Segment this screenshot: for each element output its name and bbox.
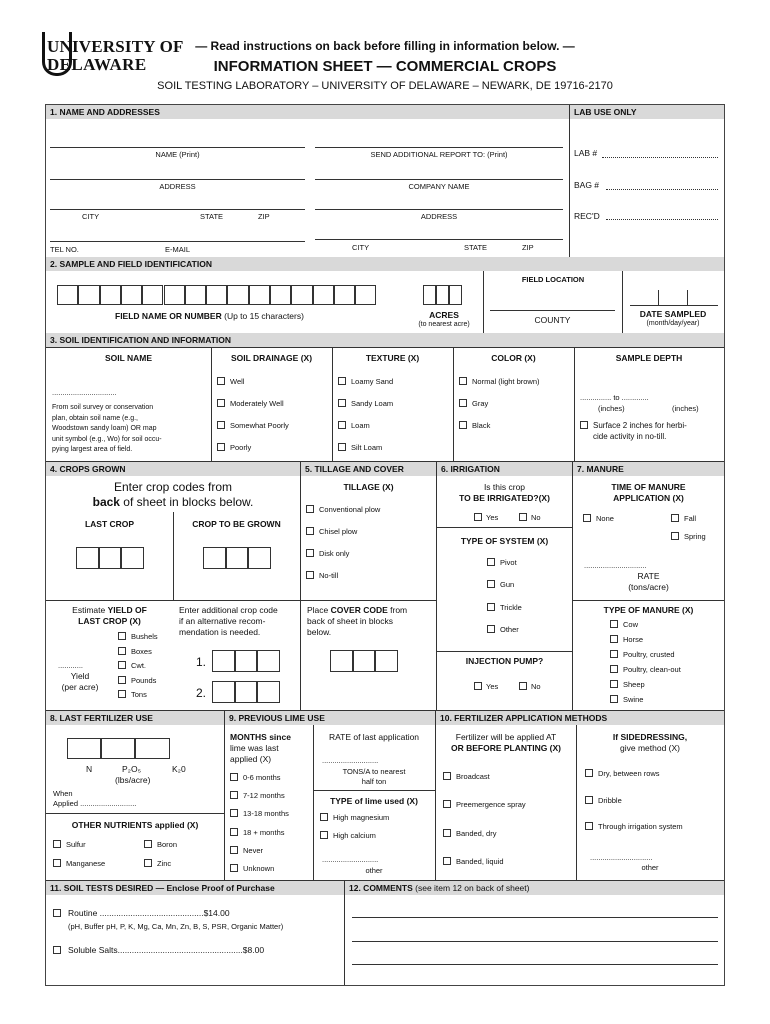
soil-help-text: From soil survey or conservation plan, obtain soil name (e.g., Woodstown sandy loam) OR map unit symbol (e.g., Wo) for soil occu- pying largest area of field. <box>52 404 162 453</box>
boron-checkbox[interactable] <box>144 840 152 848</box>
months-option-checkbox[interactable] <box>230 828 238 836</box>
when-label: When <box>53 789 73 798</box>
when-applied-field[interactable]: Applied ........................... <box>53 799 137 808</box>
field-name-box[interactable] <box>78 285 99 305</box>
tillage-option-label: Chisel plow <box>319 527 358 536</box>
texture-option-label: Sandy Loam <box>351 399 394 408</box>
recd-field[interactable] <box>606 219 718 220</box>
fert-at-option-checkbox[interactable] <box>443 772 451 780</box>
acres-hint: (to nearest acre) <box>418 321 470 328</box>
drainage-option-label: Moderately Well <box>230 399 284 408</box>
field-name-label: FIELD NAME OR NUMBER <box>115 311 222 321</box>
send-report-label: SEND ADDITIONAL REPORT TO: (Print) <box>370 150 508 159</box>
texture-option-label: Loam <box>351 421 370 430</box>
sample-depth-field[interactable]: ............... to ............. <box>580 393 649 402</box>
manure-type-checkbox[interactable] <box>610 650 618 658</box>
soluble-salts-label: Soluble Salts.....................................................$8.00 <box>68 945 265 955</box>
n-box[interactable] <box>67 738 101 759</box>
alt-crop-2-box[interactable] <box>212 681 235 703</box>
soil-drainage-label: SOIL DRAINAGE (X) <box>230 353 313 363</box>
lbs-acre-label: (lbs/acre) <box>115 775 151 785</box>
manure-type-checkbox[interactable] <box>610 620 618 628</box>
sidedress-option-checkbox[interactable] <box>585 796 593 804</box>
soil-name-field[interactable]: ............................... <box>52 388 117 397</box>
section11-header: 11. SOIL TESTS DESIRED — Enclose Proof of Purchase <box>46 881 344 895</box>
manure-spring-label: Spring <box>684 532 706 541</box>
tons-label-1: TONS/A to nearest <box>342 767 406 776</box>
section5-header: 5. TILLAGE AND COVER <box>301 462 436 476</box>
section3-header: 3. SOIL IDENTIFICATION AND INFORMATION <box>46 333 724 347</box>
manure-type-label: Sheep <box>623 680 645 689</box>
fert-at-option-label: Banded, dry <box>456 829 497 838</box>
texture-option-label: Loamy Sand <box>351 377 394 386</box>
months-since-label: MONTHS since lime was last applied (X) <box>230 732 291 764</box>
manure-rate-unit: (tons/acre) <box>628 582 669 592</box>
cover-code-box[interactable] <box>353 650 376 672</box>
sidedress-option-label: Dry, between rows <box>598 769 660 778</box>
sample-depth-label: SAMPLE DEPTH <box>615 353 683 363</box>
irrigate-no-label: No <box>531 513 541 522</box>
drainage-option-checkbox[interactable] <box>217 443 225 451</box>
months-option-label: 7-12 months <box>243 791 285 800</box>
alt-crop-1-box[interactable] <box>212 650 235 672</box>
bag-number-label: BAG # <box>574 180 600 190</box>
fert-at-option-checkbox[interactable] <box>443 857 451 865</box>
drainage-option-checkbox[interactable] <box>217 421 225 429</box>
name-label: NAME (Print) <box>155 150 200 159</box>
yield-unit-checkbox[interactable] <box>118 676 126 684</box>
yield-unit-checkbox[interactable] <box>118 690 126 698</box>
sidedress-option-label: Through irrigation system <box>598 822 683 831</box>
inches-label-1: (inches) <box>598 404 625 413</box>
months-option-checkbox[interactable] <box>230 864 238 872</box>
lime-other-field[interactable]: ........................... <box>322 855 379 864</box>
system-option-checkbox[interactable] <box>487 625 495 633</box>
section8-header: 8. LAST FERTILIZER USE <box>46 711 224 725</box>
alt-crop-1-box[interactable] <box>257 650 280 672</box>
acres-box-1[interactable] <box>423 285 436 305</box>
high-magnesium-label: High magnesium <box>333 813 390 822</box>
color-option-checkbox[interactable] <box>459 377 467 385</box>
manure-spring-checkbox[interactable] <box>671 532 679 540</box>
acres-label: ACRES <box>429 310 459 320</box>
high-magnesium-checkbox[interactable] <box>320 813 328 821</box>
tillage-option-label: Conventional plow <box>319 505 381 514</box>
yield-unit-checkbox[interactable] <box>118 632 126 640</box>
address2-label: ADDRESS <box>420 212 458 221</box>
p-box[interactable] <box>101 738 135 759</box>
field-name-box[interactable] <box>100 285 121 305</box>
zinc-checkbox[interactable] <box>144 859 152 867</box>
last-crop-box[interactable] <box>121 547 144 569</box>
field-name-box[interactable] <box>227 285 248 305</box>
section6-header: 6. IRRIGATION <box>437 462 572 476</box>
date-sampled-hint: (month/day/year) <box>646 320 700 327</box>
address-label: ADDRESS <box>159 182 196 191</box>
yield-field[interactable]: ............ <box>58 661 84 670</box>
email-label: E-MAIL <box>165 245 191 254</box>
yield-unit-checkbox[interactable] <box>118 661 126 669</box>
tillage-option-checkbox[interactable] <box>306 505 314 513</box>
months-option-label: 13-18 months <box>243 809 289 818</box>
system-type-label: TYPE OF SYSTEM (X) <box>460 536 549 546</box>
alt-crop-2-box[interactable] <box>235 681 258 703</box>
alt-crop-2-box[interactable] <box>257 681 280 703</box>
field-location-label: FIELD LOCATION <box>521 275 585 284</box>
surface-label: Surface 2 inches for herbi- cide activity in no-till. <box>593 421 687 441</box>
bag-number-field[interactable] <box>606 189 718 190</box>
alt-crop-1-label: 1. <box>196 655 207 669</box>
irrigate-question-2: TO BE IRRIGATED?(X) <box>459 493 550 503</box>
color-label: COLOR (X) <box>491 353 536 363</box>
field-name-box[interactable] <box>206 285 227 305</box>
system-option-label: Trickle <box>500 603 522 612</box>
lab-use-header: LAB USE ONLY <box>570 105 724 119</box>
section12-header: 12. COMMENTS (see item 12 on back of sheet) <box>345 881 724 895</box>
surface-checkbox[interactable] <box>580 421 588 429</box>
yield-unit-label: Tons <box>131 690 147 699</box>
system-option-checkbox[interactable] <box>487 603 495 611</box>
yield-unit-label: Bushels <box>131 632 158 641</box>
injection-yes-label: Yes <box>486 682 499 691</box>
months-option-label: Unknown <box>243 864 275 873</box>
comments-line-2[interactable] <box>352 941 718 942</box>
company-label: COMPANY NAME <box>408 182 470 191</box>
address2-field[interactable] <box>315 209 563 210</box>
fert-at-option-checkbox[interactable] <box>443 829 451 837</box>
company-field[interactable] <box>315 179 563 180</box>
manure-rate-field[interactable]: .............................. <box>584 561 647 570</box>
drainage-option-label: Poorly <box>230 443 252 452</box>
system-option-label: Pivot <box>500 558 517 567</box>
fert-at-option-label: Preemergence spray <box>456 800 526 809</box>
sidedress-option-label: Dribble <box>598 796 622 805</box>
high-calcium-checkbox[interactable] <box>320 831 328 839</box>
manure-type-label: Swine <box>623 695 644 704</box>
acres-box-2[interactable] <box>436 285 449 305</box>
manure-fall-checkbox[interactable] <box>671 514 679 522</box>
k-label: K₂0 <box>172 764 186 774</box>
months-option-label: 18 + months <box>243 828 285 837</box>
tons-label-2: half ton <box>361 777 387 786</box>
field-name-box[interactable] <box>164 285 185 305</box>
routine-detail: (pH, Buffer pH, P, K, Mg, Ca, Mn, Zn, B, S, PSR, Organic Matter) <box>68 922 284 931</box>
fert-at-label-1: Fertilizer will be applied AT <box>455 732 557 742</box>
texture-option-label: Silt Loam <box>351 443 383 452</box>
sulfur-label: Sulfur <box>66 840 86 849</box>
manure-type-checkbox[interactable] <box>610 665 618 673</box>
tel-email-field[interactable] <box>50 241 305 242</box>
per-acre-label: (per acre) <box>61 682 99 692</box>
fert-at-option-checkbox[interactable] <box>443 800 451 808</box>
manure-type-checkbox[interactable] <box>610 695 618 703</box>
field-name-box[interactable] <box>121 285 142 305</box>
yield-label: Yield <box>70 671 90 681</box>
color-option-label: Black <box>472 421 491 430</box>
n-label: N <box>86 764 93 774</box>
months-option-checkbox[interactable] <box>230 846 238 854</box>
manure-type-checkbox[interactable] <box>610 680 618 688</box>
irrigate-yes-label: Yes <box>486 513 499 522</box>
lab-number-label: LAB # <box>574 148 598 158</box>
color-option-label: Gray <box>472 399 489 408</box>
sidedress-option-checkbox[interactable] <box>585 822 593 830</box>
soil-name-label: SOIL NAME <box>104 353 153 363</box>
manure-none-checkbox[interactable] <box>583 514 591 522</box>
city2-label: CITY <box>352 243 370 252</box>
field-name-box[interactable] <box>142 285 163 305</box>
color-option-checkbox[interactable] <box>459 399 467 407</box>
subtitle: SOIL TESTING LABORATORY – UNIVERSITY OF DELAWARE – NEWARK, DE 19716-2170 <box>157 80 613 92</box>
logo-line2: DELAWARE <box>47 55 147 74</box>
alt-crop-1-box[interactable] <box>235 650 258 672</box>
months-option-checkbox[interactable] <box>230 791 238 799</box>
months-option-label: 0-6 months <box>243 773 281 782</box>
address-field[interactable] <box>50 179 305 180</box>
tillage-option-checkbox[interactable] <box>306 549 314 557</box>
tillage-option-checkbox[interactable] <box>306 527 314 535</box>
acres-box-3[interactable] <box>449 285 462 305</box>
texture-option-checkbox[interactable] <box>338 421 346 429</box>
color-option-checkbox[interactable] <box>459 421 467 429</box>
manure-time-label-2: APPLICATION (X) <box>613 493 684 503</box>
estimate-yield-label: Estimate YIELD OF <box>72 605 147 615</box>
comments-line-3[interactable] <box>352 964 718 965</box>
last-crop-x-label: LAST CROP (X) <box>78 616 141 626</box>
zip2-label: ZIP <box>522 243 534 252</box>
routine-label: Routine ............................................$14.00 <box>68 908 230 918</box>
drainage-option-label: Well <box>230 377 245 386</box>
crop-grown-box[interactable] <box>248 547 271 569</box>
irrigate-question-1: Is this crop <box>483 482 526 492</box>
crops-instruction-1: Enter crop codes from <box>113 480 233 494</box>
months-option-label: Never <box>243 846 264 855</box>
tel-label: TEL NO. <box>50 245 79 254</box>
field-name-box[interactable] <box>270 285 291 305</box>
section4-header: 4. CROPS GROWN <box>46 462 300 476</box>
sidedressing-label-2: give method (X) <box>620 743 680 753</box>
months-option-checkbox[interactable] <box>230 809 238 817</box>
crop-grown-box[interactable] <box>226 547 249 569</box>
sulfur-checkbox[interactable] <box>53 840 61 848</box>
tillage-option-label: Disk only <box>319 549 350 558</box>
zinc-label: Zinc <box>157 859 172 868</box>
zip-label: ZIP <box>258 212 270 221</box>
alt-crop-2-label: 2. <box>196 686 207 700</box>
manure-type-label: Cow <box>623 620 639 629</box>
date-sampled-field[interactable] <box>630 305 718 306</box>
system-option-checkbox[interactable] <box>487 558 495 566</box>
injection-yes-checkbox[interactable] <box>474 682 482 690</box>
section9-header: 9. PREVIOUS LIME USE <box>225 711 435 725</box>
p-label: P₂O₅ <box>122 764 142 774</box>
injection-no-label: No <box>531 682 541 691</box>
injection-no-checkbox[interactable] <box>519 682 527 690</box>
yield-unit-checkbox[interactable] <box>118 647 126 655</box>
field-name-box[interactable] <box>249 285 270 305</box>
yield-unit-label: Cwt. <box>131 661 146 670</box>
fert-at-option-label: Banded, liquid <box>456 857 504 866</box>
manure-type-label: Poultry, clean-out <box>623 665 681 674</box>
state2-label: STATE <box>464 243 488 252</box>
instructions: — Read instructions on back before filling in information below. — <box>195 39 575 53</box>
drainage-option-checkbox[interactable] <box>217 399 225 407</box>
field-name-box[interactable] <box>313 285 334 305</box>
send-report-field[interactable] <box>315 147 563 148</box>
name-field[interactable] <box>50 147 305 148</box>
comments-line-1[interactable] <box>352 917 718 918</box>
texture-option-checkbox[interactable] <box>338 399 346 407</box>
crop-to-be-grown-label: CROP TO BE GROWN <box>192 519 281 529</box>
months-option-checkbox[interactable] <box>230 773 238 781</box>
last-crop-label: LAST CROP <box>84 519 135 529</box>
texture-option-checkbox[interactable] <box>338 443 346 451</box>
crop-grown-box[interactable] <box>203 547 226 569</box>
field-name-box[interactable] <box>185 285 206 305</box>
high-calcium-label: High calcium <box>333 831 376 840</box>
field-name-box[interactable] <box>57 285 78 305</box>
field-name-box[interactable] <box>355 285 376 305</box>
manure-time-label-1: TIME OF MANURE <box>611 482 686 492</box>
logo-line1: UNIVERSITY OF <box>47 37 184 56</box>
alt-crop-instruction: Enter additional crop code if an alternative recom- mendation is needed. <box>179 605 278 637</box>
cover-code-instruction: Place COVER CODE from back of sheet in blocks below. <box>307 605 408 637</box>
yield-unit-label: Pounds <box>131 676 157 685</box>
field-name-hint: (Up to 15 characters) <box>224 311 304 321</box>
section10-header: 10. FERTILIZER APPLICATION METHODS <box>436 711 724 725</box>
tillage-option-label: No-till <box>319 571 339 580</box>
fert-at-option-label: Broadcast <box>456 772 490 781</box>
county-field[interactable] <box>490 310 615 311</box>
manure-fall-label: Fall <box>684 514 697 523</box>
section7-header: 7. MANURE <box>573 462 724 476</box>
manure-type-label: Poultry, crusted <box>623 650 675 659</box>
yield-unit-label: Boxes <box>131 647 152 656</box>
manganese-checkbox[interactable] <box>53 859 61 867</box>
soluble-salts-checkbox[interactable] <box>53 946 61 954</box>
manganese-label: Manganese <box>66 859 106 868</box>
lime-rate-field[interactable]: ........................... <box>322 756 379 765</box>
field-name-box[interactable] <box>291 285 312 305</box>
city-label: CITY <box>82 212 100 221</box>
texture-label: TEXTURE (X) <box>365 353 420 363</box>
tillage-option-checkbox[interactable] <box>306 571 314 579</box>
system-option-label: Gun <box>500 580 515 589</box>
fert-at-label-2: OR BEFORE PLANTING (X) <box>450 743 562 753</box>
sidedress-option-checkbox[interactable] <box>585 769 593 777</box>
manure-type-label: TYPE OF MANURE (X) <box>603 605 694 615</box>
city2-field[interactable] <box>315 239 563 240</box>
inches-label-2: (inches) <box>672 404 699 413</box>
irrigate-yes-checkbox[interactable] <box>474 513 482 521</box>
system-option-label: Other <box>500 625 519 634</box>
manure-none-label: None <box>596 514 614 523</box>
system-option-checkbox[interactable] <box>487 580 495 588</box>
lab-number-field[interactable] <box>602 157 718 158</box>
last-crop-box[interactable] <box>99 547 122 569</box>
other-nutrients-label: OTHER NUTRIENTS applied (X) <box>71 820 199 830</box>
boron-label: Boron <box>157 840 178 849</box>
recd-label: REC'D <box>574 211 600 221</box>
lime-rate-label: RATE of last application <box>328 732 420 742</box>
state-label: STATE <box>200 212 224 221</box>
crops-instruction-2: back of sheet in blocks below. <box>92 495 254 509</box>
injection-pump-label: INJECTION PUMP? <box>465 656 544 666</box>
lime-other-label: other <box>365 866 383 875</box>
manure-rate-label: RATE <box>637 571 660 581</box>
section2-header: 2. SAMPLE AND FIELD IDENTIFICATION <box>46 257 724 271</box>
k-box[interactable] <box>135 738 170 759</box>
section1-header: 1. NAME AND ADDRESSES <box>46 105 569 119</box>
date-sampled-label: DATE SAMPLED <box>639 309 707 319</box>
last-crop-box[interactable] <box>76 547 99 569</box>
drainage-option-checkbox[interactable] <box>217 377 225 385</box>
side-other-label: other <box>641 863 659 872</box>
texture-option-checkbox[interactable] <box>338 377 346 385</box>
manure-type-label: Horse <box>623 635 644 644</box>
routine-checkbox[interactable] <box>53 909 61 917</box>
city-field[interactable] <box>50 209 305 210</box>
county-label: COUNTY <box>534 315 571 325</box>
manure-type-checkbox[interactable] <box>610 635 618 643</box>
tillage-label: TILLAGE (X) <box>343 482 394 492</box>
drainage-option-label: Somewhat Poorly <box>230 421 289 430</box>
page-title: INFORMATION SHEET — COMMERCIAL CROPS <box>213 58 557 75</box>
side-other-field[interactable]: .............................. <box>590 853 653 862</box>
lime-type-label: TYPE of lime used (X) <box>330 796 418 806</box>
cover-code-box[interactable] <box>375 650 398 672</box>
irrigate-no-checkbox[interactable] <box>519 513 527 521</box>
field-name-box[interactable] <box>334 285 355 305</box>
color-option-label: Normal (light brown) <box>472 377 540 386</box>
sidedressing-label-1: If SIDEDRESSING, <box>612 732 688 742</box>
cover-code-box[interactable] <box>330 650 353 672</box>
